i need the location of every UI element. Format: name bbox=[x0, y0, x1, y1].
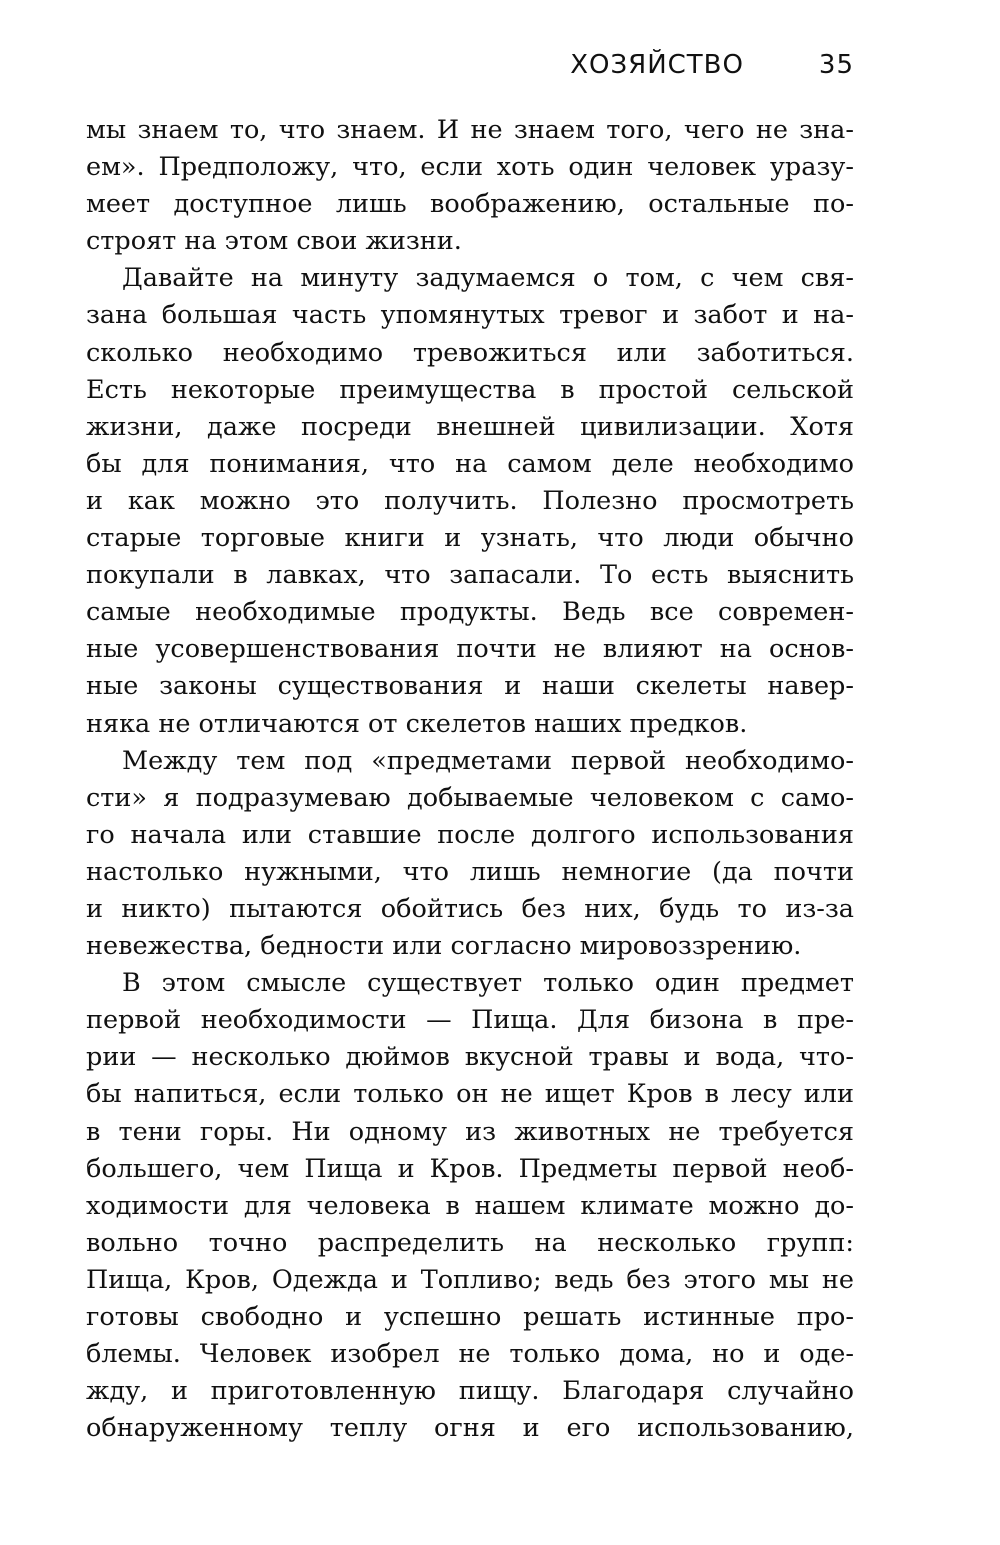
text-line: сти» я подразумеваю добываемые человеком с само- bbox=[86, 782, 854, 813]
text-line: самые необходимые продукты. Ведь все современ- bbox=[86, 597, 854, 628]
text-line: готовы свободно и успешно решать истинные про- bbox=[86, 1302, 854, 1332]
text-line: сколько необходимо тревожиться или заботиться. bbox=[86, 337, 854, 368]
text-line: ные законы существования и наши скелеты навер- bbox=[86, 671, 854, 702]
page-number: 35 bbox=[818, 50, 854, 80]
text-line: настолько нужными, что лишь немногие (да почти bbox=[86, 856, 854, 887]
paragraph bbox=[86, 743, 854, 966]
text-line: в тени горы. Ни одному из животных не требуется bbox=[86, 1116, 854, 1147]
paragraph bbox=[86, 260, 854, 742]
text-line: Между тем под «предметами первой необходимо- bbox=[122, 745, 854, 776]
text-line: В этом смысле существует только один предмет bbox=[122, 968, 854, 999]
text-line: жизни, даже посреди внешней цивилизации. Хотя bbox=[86, 411, 854, 442]
text-line: го начала или ставшие после долгого использования bbox=[86, 819, 854, 850]
text-line: покупали в лавках, что запасали. То есть выяснить bbox=[86, 560, 854, 591]
text-line: бы для понимания, что на самом деле необходимо bbox=[86, 448, 854, 479]
text-line: мы знаем то, что знаем. И не знаем того, чего не зна- bbox=[86, 115, 854, 145]
running-title: ХОЗЯЙСТВО bbox=[570, 50, 744, 80]
text-line: старые торговые книги и узнать, что люди обычно bbox=[86, 523, 854, 554]
paragraph bbox=[86, 965, 854, 1447]
text-line: ные усовершенствования почти не влияют на основ- bbox=[86, 634, 854, 665]
text-line: рии — несколько дюймов вкусной травы и вода, что- bbox=[86, 1042, 854, 1073]
text-line: меет доступное лишь воображению, остальные по- bbox=[86, 189, 854, 220]
text-line: и как можно это получить. Полезно просмотреть bbox=[86, 485, 854, 516]
text-line: строят на этом свои жизни. bbox=[86, 226, 462, 257]
text-line: бы напиться, если только он не ищет Кров в лесу или bbox=[86, 1079, 854, 1110]
text-line: вольно точно распределить на несколько групп: bbox=[86, 1227, 854, 1258]
paragraph bbox=[86, 112, 854, 260]
text-line: Есть некоторые преимущества в простой сельской bbox=[86, 374, 854, 405]
text-line: обнаруженному теплу огня и его использованию, bbox=[86, 1413, 854, 1444]
text-line: невежества, бедности или согласно мировоззрению. bbox=[86, 931, 802, 962]
text-line: первой необходимости — Пища. Для бизона в пре- bbox=[86, 1005, 854, 1036]
body-text bbox=[86, 112, 854, 1447]
text-line: Пища, Кров, Одежда и Топливо; ведь без этого мы не bbox=[86, 1264, 854, 1295]
text-line: ем». Предположу, что, если хоть один человек уразу- bbox=[86, 152, 854, 183]
text-line: и никто) пытаются обойтись без них, будь то из-за bbox=[86, 893, 854, 924]
text-line: ходимости для человека в нашем климате можно до- bbox=[86, 1190, 854, 1221]
text-line: блемы. Человек изобрел не только дома, но и оде- bbox=[86, 1339, 854, 1370]
text-line: няка не отличаются от скелетов наших предков. bbox=[86, 708, 748, 739]
text-line: жду, и приготовленную пищу. Благодаря случайно bbox=[86, 1376, 854, 1407]
text-line: зана большая часть упомянутых тревог и забот и на- bbox=[86, 300, 854, 331]
running-head bbox=[86, 50, 854, 90]
text-line: большего, чем Пища и Кров. Предметы первой необ- bbox=[86, 1153, 854, 1184]
text-line: Давайте на минуту задумаемся о том, с чем свя- bbox=[122, 263, 854, 294]
